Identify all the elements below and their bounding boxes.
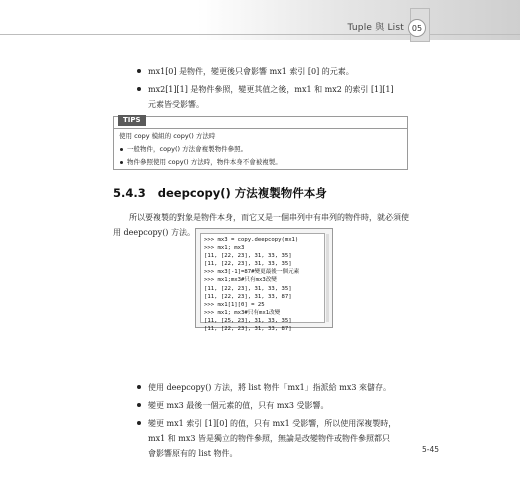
section-heading [113, 185, 327, 201]
code-line: >>> mx1;mx3#只有mx3改變 [204, 277, 277, 284]
code-line: [11, [22, 23], 31, 33, 87] [204, 326, 292, 333]
section-title: deepcopy() 方法複製物件本身 [157, 186, 327, 200]
code-line: >>> mx3[-1]=87#變更最後一個元素 [204, 269, 300, 276]
bullet-dot-icon [137, 87, 141, 91]
code-line: [11, [25, 23], 31, 33, 35] [204, 317, 292, 324]
code-line: [11, [22, 23], 31, 33, 87] [204, 293, 292, 300]
bullet-dot-icon [120, 148, 123, 151]
code-line: >>> mx1; mx3#只有mx1改變 [204, 309, 281, 316]
code-line: >>> mx3 = copy.deepcopy(mx1) [204, 237, 299, 243]
code-block [200, 233, 325, 333]
code-screenshot [195, 228, 333, 333]
list-item [137, 380, 397, 395]
bullet-text: 變更 mx3 最後一個元素的值，只有 mx3 受影響。 [148, 401, 329, 410]
tips-intro: 使用 copy 模組的 copy() 方法時 [119, 132, 216, 140]
bullet-text: mx2[1][1] 是物件參照，變更其值之後，mx1 和 mx2 的索引 [1][1] 元素皆受影響。 [148, 85, 394, 109]
running-header-title: Tuple 與 List [347, 23, 404, 33]
list-item [137, 82, 397, 112]
code-line: [11, [22, 23], 31, 33, 35] [204, 253, 292, 260]
bullet-text: mx1[0] 是物件，變更後只會影響 mx1 索引 [0] 的元素。 [148, 67, 354, 76]
code-line: >>> mx1[1][0] = 25 [204, 301, 265, 308]
code-line: [11, [22, 23], 31, 33, 35] [204, 261, 292, 268]
tips-box [113, 116, 408, 170]
tips-item [119, 143, 404, 156]
bullet-list-bottom [137, 380, 397, 461]
tips-divider [114, 128, 407, 129]
bullet-dot-icon [137, 385, 141, 389]
code-line: [11, [22, 23], 31, 33, 35] [204, 285, 292, 292]
tips-body [119, 130, 404, 169]
bullet-dot-icon [120, 161, 123, 164]
list-item [137, 416, 397, 461]
bullet-dot-icon [137, 69, 141, 73]
tips-label: TIPS [118, 115, 146, 126]
header-rule [0, 34, 520, 35]
code-line: >>> mx1; mx3 [204, 245, 245, 252]
list-item [137, 64, 397, 79]
page-number: 5-45 [421, 445, 439, 454]
bullet-dot-icon [137, 403, 141, 407]
bullet-dot-icon [137, 421, 141, 425]
body-paragraph: 所以要複製的對象是物件本身，而它又是一個串列中有串列的物件時，就必須使用 deepcopy() 方法。 [113, 213, 409, 237]
bullet-text: 變更 mx1 索引 [1][0] 的值，只有 mx1 受影響，所以使用深複製時，mx1 和 mx3 皆是獨立的物件參照，無論是改變物件或物件參照都只會影響原有的 list 物件。 [148, 419, 397, 458]
tips-item-text: 物件參照使用 copy() 方法時，物件本身不會被複製。 [127, 158, 282, 166]
bullet-list-top [137, 64, 397, 112]
list-item [137, 398, 397, 413]
section-number: 5.4.3 [113, 186, 146, 200]
tips-item [119, 156, 404, 169]
tips-item-text: 一般物件，copy() 方法會複製物件參照。 [127, 145, 248, 153]
chapter-number-badge: 05 [408, 19, 426, 37]
code-scrollbar [326, 234, 329, 322]
bullet-text: 使用 deepcopy() 方法，將 list 物件「mx1」指派給 mx3 來儲存。 [148, 383, 391, 392]
